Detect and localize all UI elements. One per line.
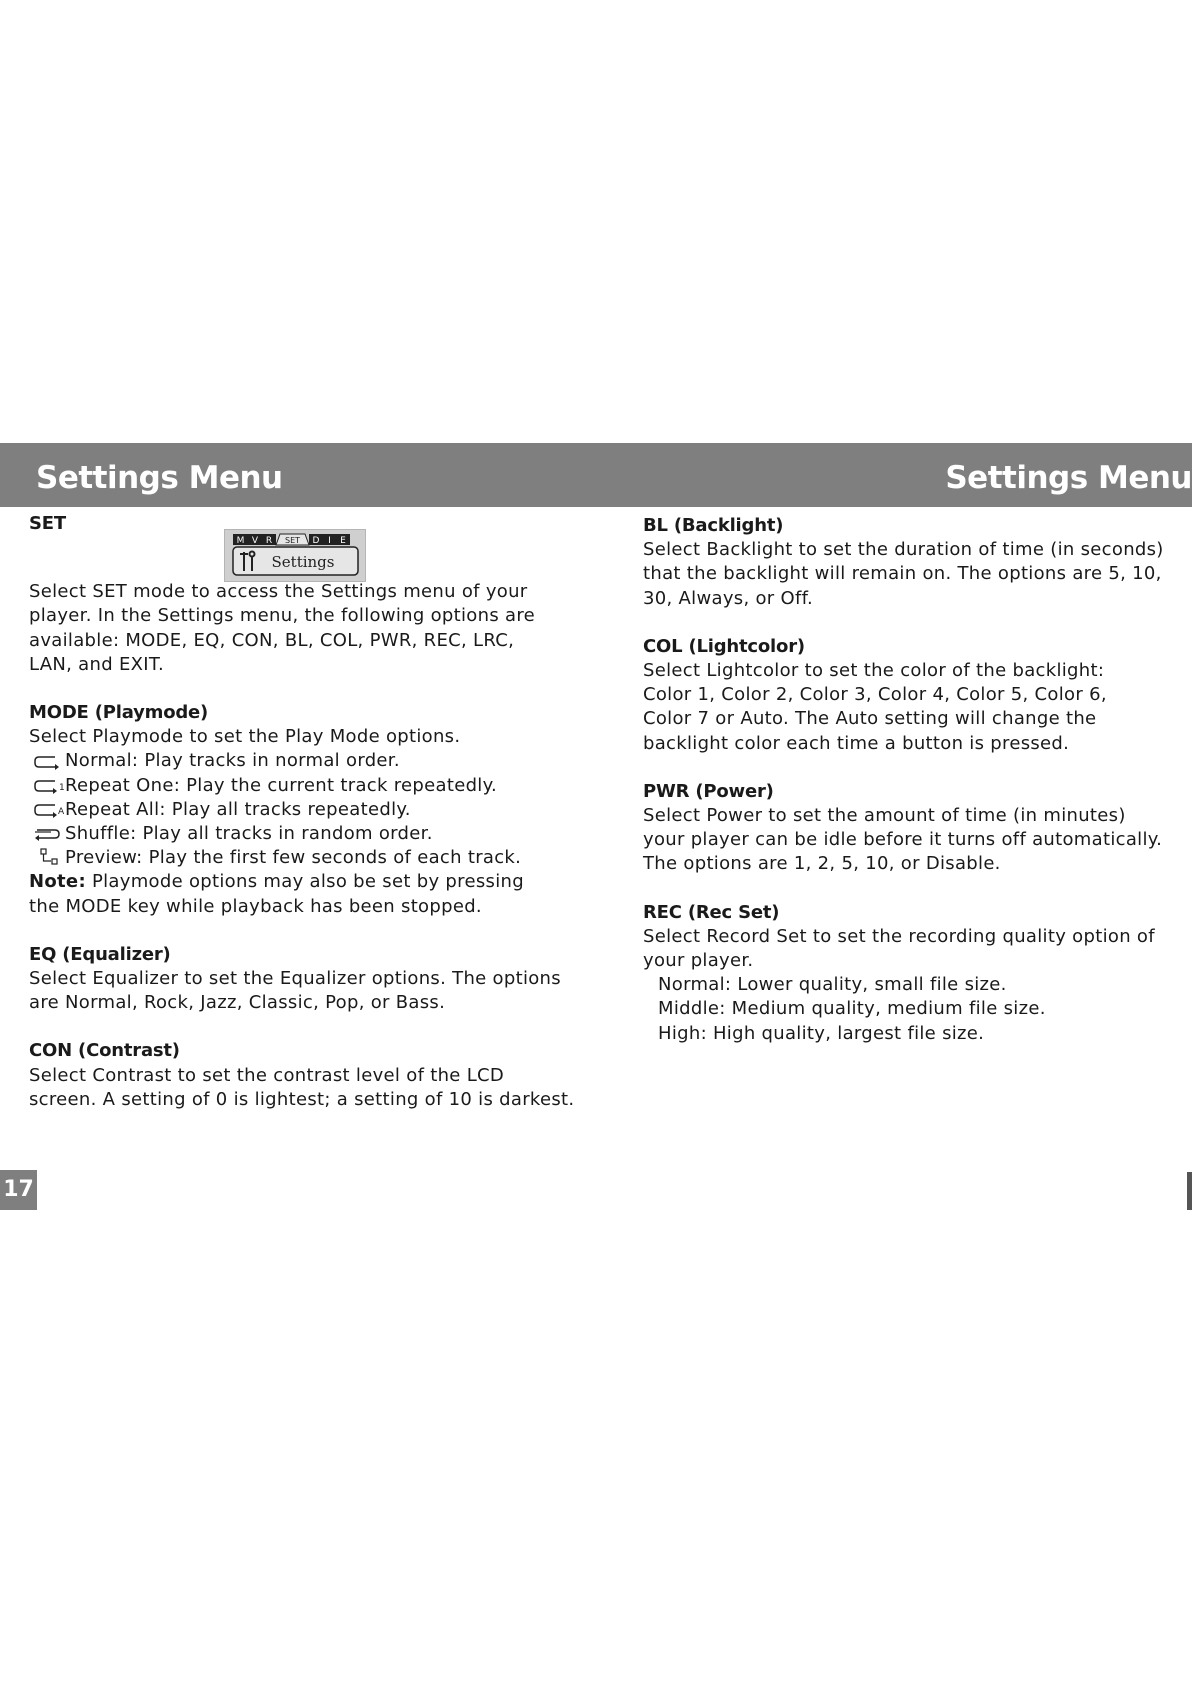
mode-note [29, 870, 604, 894]
mode-item-shuffle [29, 822, 604, 846]
bl-line: 30, Always, or Off. [643, 587, 813, 609]
rec-line: your player. [643, 950, 754, 972]
mode-intro: Select Playmode to set the Play Mode options. [29, 726, 461, 748]
set-line: available: MODE, EQ, CON, BL, COL, PWR, REC, LRC, [29, 629, 515, 651]
rec-line: Select Record Set to set the recording quality option of [643, 925, 1155, 947]
right-column [643, 514, 1192, 1046]
mode-item-text: Shuffle: Play all tracks in random order. [65, 823, 433, 845]
mode-item-text: Normal: Play tracks in normal order. [65, 750, 400, 772]
lcd-settings-label: Settings [271, 553, 335, 571]
note-label: Note: [29, 871, 86, 893]
mode-item-text: Repeat All: Play all tracks repeatedly. [65, 798, 411, 820]
left-column [29, 512, 604, 1112]
rec-option: Normal: Lower quality, small file size. [658, 974, 1007, 996]
col-line: backlight color each time a button is pressed. [643, 732, 1070, 754]
mode-heading: MODE (Playmode) [29, 702, 209, 724]
col-line: Color 7 or Auto. The Auto setting will change the [643, 708, 1097, 730]
svg-text:A: A [58, 806, 65, 817]
col-heading: COL (Lightcolor) [643, 635, 805, 657]
header-bar [0, 443, 1192, 507]
lcd-tab-d: D [312, 536, 320, 546]
set-paragraph [29, 580, 604, 677]
pwr-section [643, 780, 1192, 877]
pwr-line: The options are 1, 2, 5, 10, or Disable. [643, 853, 1001, 875]
bl-line: Select Backlight to set the duration of time (in seconds) [643, 539, 1164, 561]
lcd-tab-set: SET [284, 536, 301, 545]
page-number: 17 [0, 1170, 37, 1210]
lcd-tab-v: V [251, 536, 259, 546]
mode-section [29, 701, 604, 919]
lcd-tab-m: M [236, 536, 245, 546]
header-title-right: Settings Menu [945, 460, 1192, 496]
set-line: Select SET mode to access the Settings menu of your [29, 581, 528, 603]
mode-item-preview [29, 846, 604, 870]
header-title-left: Settings Menu [36, 460, 283, 496]
rec-option: Middle: Medium quality, medium file size. [658, 998, 1046, 1020]
mode-item-normal [29, 749, 604, 773]
mode-item-text: Preview: Play the first few seconds of each track. [65, 847, 522, 869]
set-heading: SET [29, 513, 66, 534]
con-heading: CON (Contrast) [29, 1040, 180, 1062]
con-line: screen. A setting of 0 is lightest; a setting of 10 is darkest. [29, 1088, 575, 1110]
lcd-tab-i: I [328, 536, 331, 546]
set-image-spacer [29, 536, 604, 580]
eq-heading: EQ (Equalizer) [29, 943, 171, 965]
mode-note-line2: the MODE key while playback has been stopped. [29, 895, 482, 917]
right-edge-mark [1187, 1172, 1192, 1210]
bl-section [643, 514, 1192, 611]
repeat-one-icon [29, 775, 65, 797]
bl-line: that the backlight will remain on. The options are 5, 10, [643, 563, 1162, 585]
eq-line: are Normal, Rock, Jazz, Classic, Pop, or Bass. [29, 992, 446, 1014]
set-line: player. In the Settings menu, the following options are [29, 605, 536, 627]
set-line: LAN, and EXIT. [29, 653, 165, 675]
rec-heading: REC (Rec Set) [643, 901, 780, 923]
eq-section [29, 943, 604, 1016]
pwr-line: Select Power to set the amount of time (in minutes) [643, 805, 1126, 827]
mode-item-repeat-all [29, 798, 604, 822]
normal-order-icon [29, 751, 65, 773]
svg-text:1: 1 [59, 782, 65, 793]
mode-item-text: Repeat One: Play the current track repeatedly. [65, 774, 498, 796]
con-line: Select Contrast to set the contrast level of the LCD [29, 1064, 505, 1086]
pwr-line: your player can be idle before it turns off automatically. [643, 829, 1163, 851]
rec-option: High: High quality, largest file size. [658, 1022, 985, 1044]
repeat-all-icon [29, 799, 65, 821]
col-line: Color 1, Color 2, Color 3, Color 4, Color 5, Color 6, [643, 684, 1107, 706]
note-text: Playmode options may also be set by pressing [85, 871, 524, 893]
col-section [643, 635, 1192, 756]
lcd-tab-e: E [340, 536, 346, 546]
shuffle-icon [29, 823, 65, 845]
lcd-tab-r: R [265, 536, 273, 546]
col-line: Select Lightcolor to set the color of the backlight: [643, 660, 1105, 682]
mode-item-repeat-one [29, 774, 604, 798]
con-section [29, 1039, 604, 1112]
bl-heading: BL (Backlight) [643, 515, 784, 536]
pwr-heading: PWR (Power) [643, 780, 774, 802]
eq-line: Select Equalizer to set the Equalizer options. The options [29, 968, 561, 990]
preview-icon [29, 847, 65, 869]
rec-section [643, 901, 1192, 1046]
